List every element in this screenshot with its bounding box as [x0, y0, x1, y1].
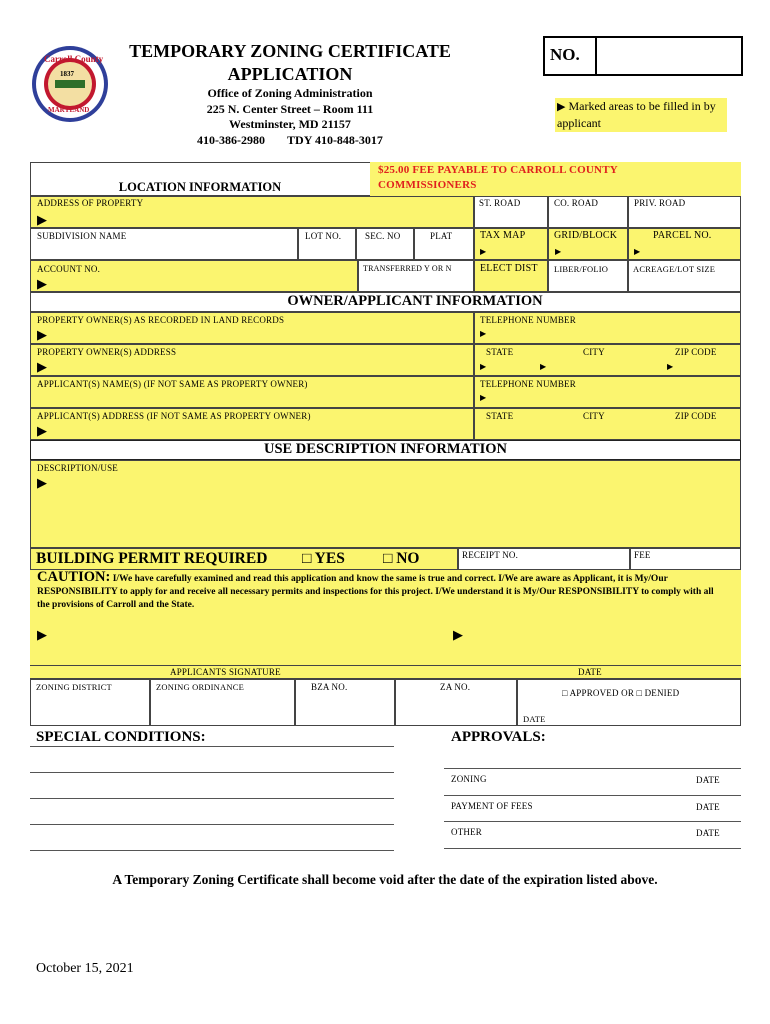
subdivision-name-label: SUBDIVISION NAME	[37, 231, 127, 241]
property-owner-label: PROPERTY OWNER(S) AS RECORDED IN LAND RECORDS	[37, 315, 285, 325]
zoning-district-label: ZONING DISTRICT	[36, 682, 112, 692]
address-arrow: ▶	[37, 212, 47, 227]
approval-other-label: OTHER	[451, 827, 482, 837]
tax-map-label: TAX MAP	[480, 230, 526, 241]
use-heading: USE DESCRIPTION INFORMATION	[263, 441, 508, 457]
special-conditions-line-1[interactable]	[30, 746, 394, 747]
applicant-address-label: APPLICANT(S) ADDRESS (IF NOT SAME AS PROPERTY OWNER)	[37, 411, 311, 421]
special-conditions-heading: SPECIAL CONDITIONS:	[36, 729, 206, 745]
property-owner-arrow: ▶	[37, 327, 47, 342]
approved-denied-checkboxes[interactable]: □ APPROVED OR □ DENIED	[562, 688, 680, 698]
title-line-2: APPLICATION	[227, 64, 353, 84]
za-no-label: ZA NO.	[440, 682, 471, 692]
owner-state-arrow: ▶	[480, 362, 487, 371]
owner-telephone-arrow: ▶	[480, 329, 487, 338]
special-conditions-line-5[interactable]	[30, 850, 394, 851]
acreage-label: ACREAGE/LOT SIZE	[633, 264, 716, 274]
approval-date-label: DATE	[523, 714, 546, 724]
office-phone: 410-386-2980	[197, 132, 266, 147]
marked-areas-note	[555, 98, 727, 132]
fee-note: $25.00 FEE PAYABLE TO CARROLL COUNTY COMMISSIONERS	[378, 164, 618, 191]
approval-zoning-label: ZONING	[451, 774, 487, 784]
owner-address-label: PROPERTY OWNER(S) ADDRESS	[37, 347, 177, 357]
applicant-city-label: CITY	[583, 411, 605, 421]
approval-status-field[interactable]	[517, 679, 741, 726]
approval-other-date-label: DATE	[696, 828, 720, 838]
applicants-signature-label: APPLICANTS SIGNATURE	[170, 667, 281, 677]
applicant-state-label: STATE	[486, 411, 514, 421]
st-road-label: ST. ROAD	[479, 198, 521, 208]
applicant-name-label: APPLICANT(S) NAME(S) (IF NOT SAME AS PROPERTY OWNER)	[37, 379, 308, 389]
address-of-property-label: ADDRESS OF PROPERTY	[37, 198, 144, 208]
office-tdy: TDY 410-848-3017	[287, 132, 383, 147]
owner-city-label: CITY	[583, 347, 605, 357]
applicant-telephone-arrow: ▶	[480, 393, 487, 402]
zoning-ordinance-label: ZONING ORDINANCE	[156, 682, 244, 692]
approvals-line-1	[444, 768, 741, 769]
seal-bottom-text: MARYLAND	[48, 106, 90, 114]
owner-telephone-label: TELEPHONE NUMBER	[480, 315, 576, 325]
caution-label: CAUTION:	[37, 569, 111, 585]
owner-zip-label: ZIP CODE	[675, 347, 717, 357]
building-permit-label: BUILDING PERMIT REQUIRED	[36, 550, 268, 567]
owner-state-label: STATE	[486, 347, 514, 357]
description-use-label: DESCRIPTION/USE	[37, 463, 119, 473]
seal-top-text: Carroll County	[44, 54, 104, 64]
grid-block-arrow: ▶	[555, 247, 562, 256]
approval-payment-label: PAYMENT OF FEES	[451, 801, 533, 811]
date-arrow: ▶	[453, 627, 463, 642]
approvals-line-2[interactable]	[444, 795, 741, 796]
certificate-number-box[interactable]	[543, 36, 743, 76]
applicant-zip-label: ZIP CODE	[675, 411, 717, 421]
parcel-no-label: PARCEL NO.	[653, 230, 712, 241]
account-no-label: ACCOUNT NO.	[37, 264, 101, 274]
co-road-label: CO. ROAD	[554, 198, 599, 208]
special-conditions-line-3[interactable]	[30, 798, 394, 799]
signature-date-label: DATE	[578, 667, 602, 677]
applicant-address-arrow: ▶	[37, 423, 47, 438]
revision-date: October 15, 2021	[36, 961, 134, 976]
approvals-line-4[interactable]	[444, 848, 741, 849]
caution-text: I/We have carefully examined and read this application and know the same is true and correct. I/We are aware as Applicant, it is My/Our RESPONSIBILITY to apply for and receive all necessary permits and inspections for this project. I/We understand it is My/Our RESPONSIBILITY to comply with all the provisions of Carroll and the State.	[37, 574, 714, 610]
office-name: Office of Zoning Administration	[207, 86, 373, 100]
permit-no-checkbox[interactable]: □ NO	[383, 550, 420, 567]
receipt-no-label: RECEIPT NO.	[462, 550, 519, 560]
special-conditions-line-4[interactable]	[30, 824, 394, 825]
signature-field[interactable]	[30, 665, 741, 679]
special-conditions-line-2[interactable]	[30, 772, 394, 773]
marked-note-arrow: ▶	[557, 101, 566, 113]
bza-no-label: BZA NO.	[311, 682, 348, 692]
title-line-1: TEMPORARY ZONING CERTIFICATE	[129, 41, 451, 61]
liber-folio-label: LIBER/FOLIO	[554, 264, 609, 274]
seal-year: 1837	[60, 70, 74, 78]
caution-block	[37, 571, 727, 612]
plat-label: PLAT	[430, 231, 453, 241]
parcel-no-arrow: ▶	[634, 247, 641, 256]
account-no-arrow: ▶	[37, 276, 47, 291]
owner-zip-arrow: ▶	[667, 362, 674, 371]
marked-note-text: Marked areas to be filled in by applicant	[557, 99, 716, 130]
location-heading: LOCATION INFORMATION	[118, 180, 282, 194]
approval-zoning-date-label: DATE	[696, 775, 720, 785]
owner-heading: OWNER/APPLICANT INFORMATION	[287, 293, 543, 309]
grid-block-label: GRID/BLOCK	[554, 230, 618, 241]
fee-label: FEE	[634, 550, 651, 560]
approvals-heading: APPROVALS:	[451, 729, 546, 745]
office-street: 225 N. Center Street – Room 111	[206, 101, 374, 116]
owner-address-arrow: ▶	[37, 359, 47, 374]
tax-map-arrow: ▶	[480, 247, 487, 256]
signature-arrow: ▶	[37, 627, 47, 642]
county-seal	[30, 44, 110, 124]
form-title	[110, 40, 470, 86]
approval-payment-date-label: DATE	[696, 802, 720, 812]
priv-road-label: PRIV. ROAD	[634, 198, 686, 208]
office-address	[140, 86, 440, 148]
permit-yes-checkbox[interactable]: □ YES	[302, 550, 345, 567]
approvals-line-3[interactable]	[444, 821, 741, 822]
number-label: NO.	[550, 45, 580, 64]
expiration-note: A Temporary Zoning Certificate shall become void after the date of the expiration listed above.	[112, 872, 658, 887]
description-use-field[interactable]	[30, 460, 741, 548]
elect-dist-label: ELECT DIST	[480, 263, 538, 274]
description-use-arrow: ▶	[37, 475, 47, 490]
applicant-telephone-label: TELEPHONE NUMBER	[480, 379, 576, 389]
office-city: Westminster, MD 21157	[229, 117, 351, 131]
owner-city-arrow: ▶	[540, 362, 547, 371]
transferred-label: TRANSFERRED Y OR N	[363, 264, 452, 273]
lot-no-label: LOT NO.	[305, 231, 342, 241]
sec-no-label: SEC. NO	[365, 231, 401, 241]
